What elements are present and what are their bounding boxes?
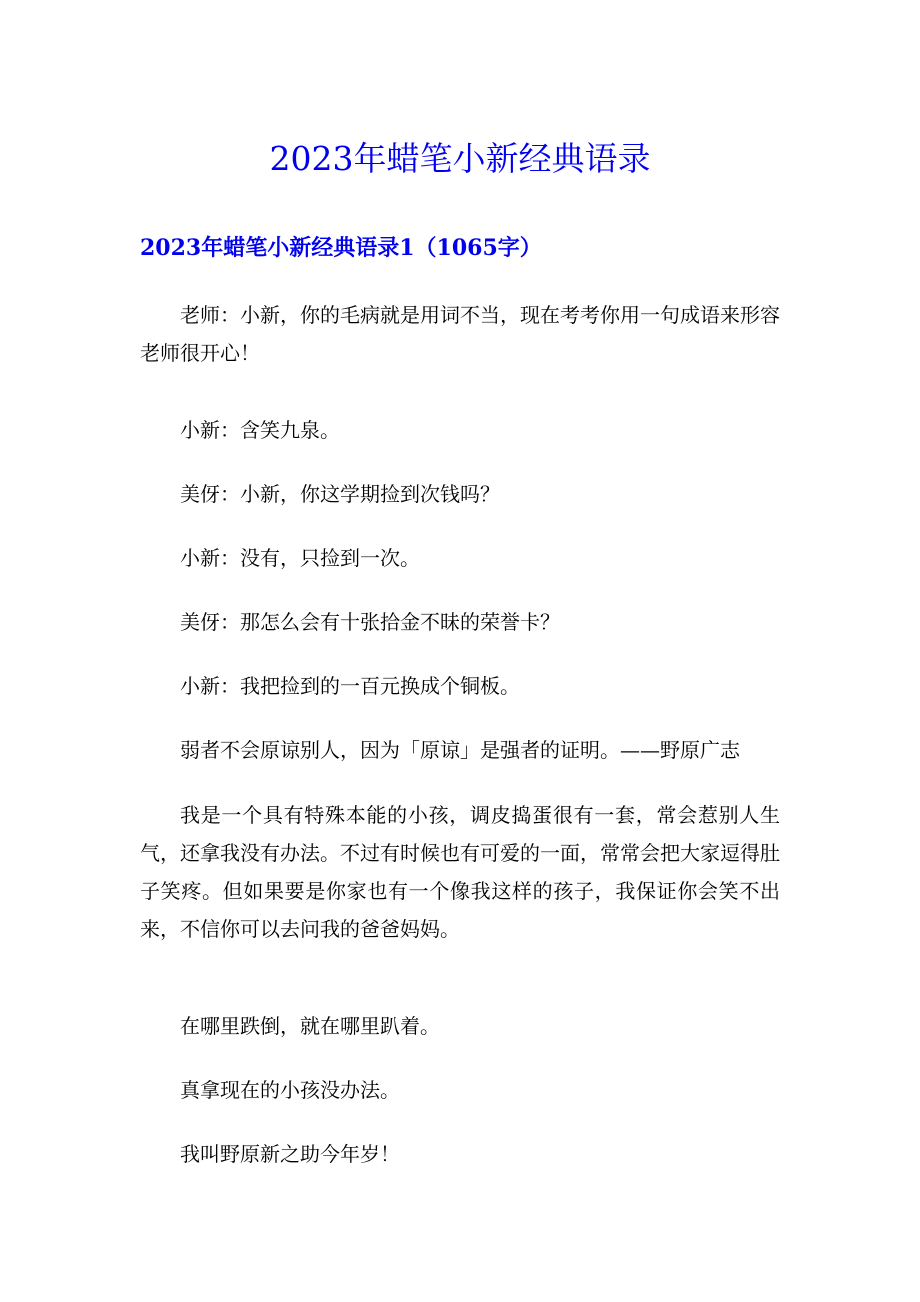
paragraph-xiaoxin-answer-2: 小新：没有，只捡到一次。: [180, 546, 420, 570]
paragraph-meiya-question-2: 美伢：那怎么会有十张拾金不昧的荣誉卡？: [180, 610, 560, 634]
paragraph-name-quote: 我叫野原新之助今年岁！: [180, 1142, 400, 1166]
paragraph-xiaoxin-answer-1: 小新：含笑九泉。: [180, 418, 340, 442]
paragraph-hiroshi-quote: 弱者不会原谅别人，因为「原谅」是强者的证明。——野原广志: [180, 738, 740, 762]
paragraph-fall-quote: 在哪里跌倒，就在哪里趴着。: [180, 1014, 440, 1038]
paragraph-self-introduction: 我是一个具有特殊本能的小孩，调皮捣蛋很有一套，常会惹别人生气，还拿我没有办法。不过有时候也有可爱的一面，常常会把大家逗得肚子笑疼。但如果要是你家也有一个像我这样的孩子，我保证你会笑不出来，不信你可以去问我的爸爸妈妈。: [140, 803, 780, 941]
paragraph-xiaoxin-answer-3: 小新：我把捡到的一百元换成个铜板。: [180, 674, 520, 698]
paragraph-meiya-question-1: 美伢：小新，你这学期捡到次钱吗？: [180, 482, 500, 506]
section-heading: 2023年蜡笔小新经典语录1（1065字）: [140, 235, 542, 261]
paragraph-teacher-question: 老师：小新，你的毛病就是用词不当，现在考考你用一句成语来形容老师很开心！: [140, 303, 780, 365]
document-title: 2023年蜡笔小新经典语录: [269, 139, 651, 178]
paragraph-kids-quote: 真拿现在的小孩没办法。: [180, 1078, 400, 1102]
